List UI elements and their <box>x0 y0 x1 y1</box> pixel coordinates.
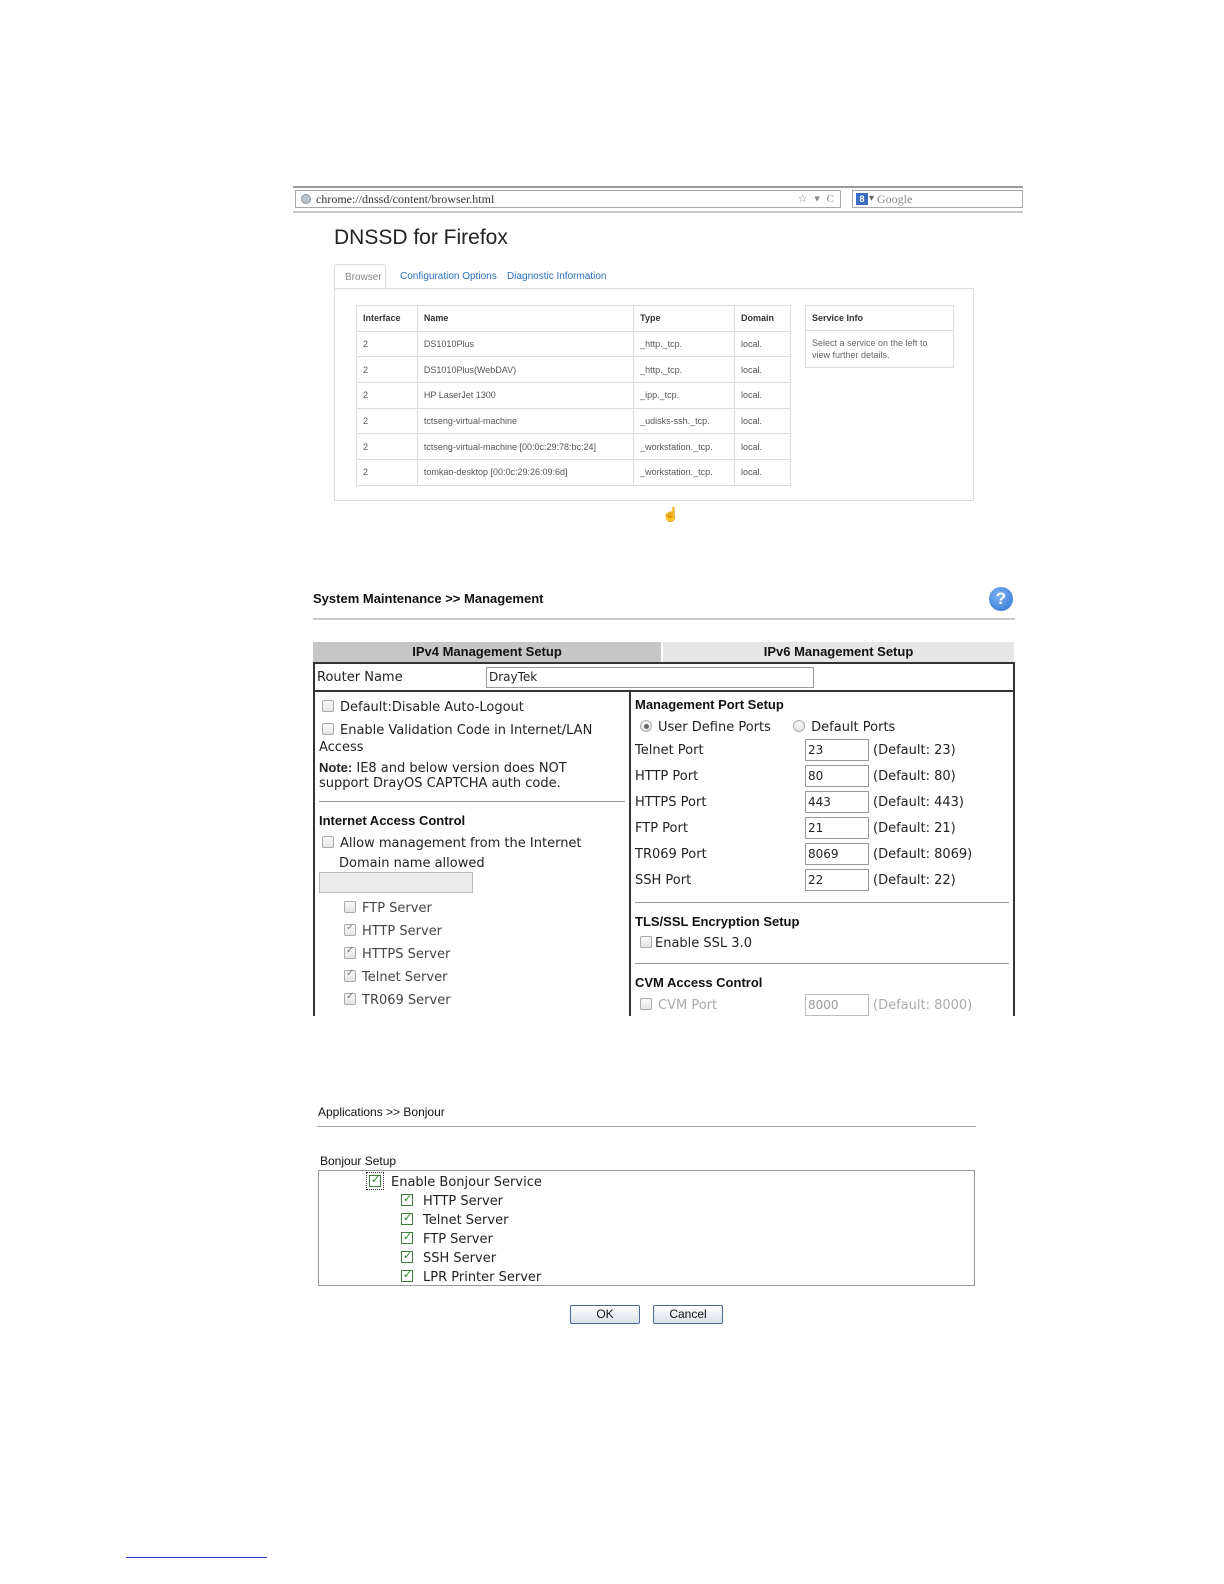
cvm-access-control-title: CVM Access Control <box>635 975 763 990</box>
service-label: HTTP Server <box>423 1194 504 1209</box>
tab-ipv4-management[interactable]: IPv4 Management Setup <box>313 642 661 662</box>
enable-bonjour-option[interactable] <box>369 1175 542 1190</box>
bonjour-screenshot <box>317 1100 977 1330</box>
cvm-port-checkbox[interactable] <box>640 998 652 1010</box>
divider <box>317 1126 976 1127</box>
server-label: HTTP Server <box>362 924 443 939</box>
enable-ssl-option[interactable] <box>640 936 752 951</box>
search-box[interactable] <box>852 190 1023 208</box>
table-row[interactable] <box>357 460 791 486</box>
port-label: HTTPS Port <box>635 795 707 810</box>
cell-interface: 2 <box>357 383 418 409</box>
default-ports-label: Default Ports <box>811 720 896 735</box>
http-server-checkbox[interactable] <box>401 1194 413 1206</box>
table-row[interactable] <box>357 331 791 357</box>
cell-type: _workstation._tcp. <box>634 460 735 486</box>
dropdown-arrow-icon[interactable]: ▾ <box>869 193 875 204</box>
service-option-telnet[interactable] <box>401 1213 508 1228</box>
cell-domain: local. <box>735 357 791 383</box>
ssh-port-input[interactable]: 22 <box>805 869 869 891</box>
cell-type: _ipp._tcp. <box>634 383 735 409</box>
allow-management-checkbox[interactable] <box>322 836 334 848</box>
ftp-server-checkbox[interactable] <box>401 1232 413 1244</box>
address-bar[interactable] <box>295 190 841 208</box>
auto-logout-option[interactable] <box>322 700 524 715</box>
cell-type: _workstation._tcp. <box>634 434 735 460</box>
port-default: (Default: 21) <box>873 821 956 836</box>
port-label: SSH Port <box>635 873 692 888</box>
internet-access-control-title: Internet Access Control <box>319 813 466 828</box>
cvm-port-default: (Default: 8000) <box>873 998 973 1013</box>
bonjour-setup-title: Bonjour Setup <box>320 1154 397 1168</box>
server-option-ftp[interactable] <box>344 901 432 916</box>
cell-interface: 2 <box>357 460 418 486</box>
breadcrumb: Applications >> Bonjour <box>318 1105 445 1119</box>
globe-icon <box>301 194 311 204</box>
dnssd-browser-screenshot <box>293 186 1023 522</box>
cell-name: DS1010Plus(WebDAV) <box>417 357 633 383</box>
service-label: Telnet Server <box>423 1213 509 1228</box>
port-label: HTTP Port <box>635 769 699 784</box>
search-placeholder: Google <box>877 192 913 206</box>
allow-management-option[interactable] <box>322 836 582 851</box>
cell-interface: 2 <box>357 434 418 460</box>
https-port-input[interactable]: 443 <box>805 791 869 813</box>
service-info-title: Service Info <box>806 306 953 331</box>
validation-code-checkbox[interactable] <box>322 723 334 735</box>
cell-name: DS1010Plus <box>417 331 633 357</box>
cell-type: _http._tcp. <box>634 331 735 357</box>
lpr-printer-server-checkbox[interactable] <box>401 1270 413 1282</box>
enable-bonjour-checkbox[interactable] <box>369 1175 381 1187</box>
cancel-button[interactable]: Cancel <box>653 1305 723 1324</box>
service-table <box>356 305 791 486</box>
service-option-ftp[interactable] <box>401 1232 493 1247</box>
cell-name: HP LaserJet 1300 <box>417 383 633 409</box>
cell-domain: local. <box>735 408 791 434</box>
tab-configuration-options[interactable]: Configuration Options <box>400 271 497 282</box>
cell-domain: local. <box>735 460 791 486</box>
auto-logout-label: Default:Disable Auto-Logout <box>340 700 524 715</box>
user-define-ports-radio[interactable] <box>640 720 652 732</box>
tls-ssl-setup-title: TLS/SSL Encryption Setup <box>635 914 800 929</box>
section-divider <box>319 801 625 802</box>
column-header: Name <box>417 306 633 332</box>
tab-browser[interactable]: Browser <box>334 264 386 289</box>
cvm-port-option[interactable] <box>640 998 717 1013</box>
cvm-port-label: CVM Port <box>658 998 718 1013</box>
default-ports-radio[interactable] <box>793 720 805 732</box>
service-info-box <box>805 305 954 368</box>
cell-domain: local. <box>735 434 791 460</box>
validation-code-label: Enable Validation Code in Internet/LAN <box>340 723 593 738</box>
divider <box>313 618 1015 620</box>
note-text: IE8 and below version does NOT <box>356 761 567 776</box>
service-option-lpr[interactable] <box>401 1270 541 1285</box>
port-label: TR069 Port <box>635 847 707 862</box>
service-label: LPR Printer Server <box>423 1270 542 1285</box>
captcha-note <box>319 760 567 776</box>
port-default: (Default: 8069) <box>873 847 973 862</box>
telnet-server-checkbox[interactable] <box>344 970 356 982</box>
server-option-telnet[interactable] <box>344 970 447 985</box>
cvm-port-input[interactable]: 8000 <box>805 994 869 1016</box>
ok-button[interactable]: OK <box>570 1305 640 1324</box>
server-label: FTP Server <box>362 901 432 916</box>
section-divider <box>635 963 1009 964</box>
column-header: Interface <box>357 306 418 332</box>
router-name-label: Router Name <box>317 670 403 685</box>
tab-ipv6-management[interactable]: IPv6 Management Setup <box>663 642 1014 662</box>
router-name-input[interactable]: DrayTek <box>486 667 814 688</box>
management-port-setup-title: Management Port Setup <box>635 697 784 712</box>
hand-cursor-icon: ☝ <box>662 506 680 522</box>
ssh-server-checkbox[interactable] <box>401 1251 413 1263</box>
tab-diagnostic-information[interactable]: Diagnostic Information <box>507 271 607 282</box>
cell-interface: 2 <box>357 331 418 357</box>
section-divider <box>635 902 1009 903</box>
tab-panel <box>334 288 974 522</box>
domain-allowed-label: Domain name allowed <box>339 856 485 871</box>
service-label: FTP Server <box>423 1232 493 1247</box>
allow-management-label: Allow management from the Internet <box>340 836 582 851</box>
cell-domain: local. <box>735 331 791 357</box>
http-server-checkbox[interactable] <box>344 924 356 936</box>
cell-name: tomkao-desktop [00:0c:29:26:09:6d] <box>417 460 633 486</box>
port-default: (Default: 443) <box>873 795 964 810</box>
cell-interface: 2 <box>357 408 418 434</box>
breadcrumb: System Maintenance >> Management <box>313 591 544 606</box>
column-header: Type <box>634 306 735 332</box>
telnet-port-input[interactable]: 23 <box>805 739 869 761</box>
browser-toolbar-edge <box>293 186 1023 188</box>
table-row[interactable] <box>357 383 791 409</box>
service-option-http[interactable] <box>401 1194 503 1209</box>
port-default: (Default: 23) <box>873 743 956 758</box>
bonjour-setup-box <box>318 1170 975 1286</box>
user-define-ports-label: User Define Ports <box>658 720 771 735</box>
management-screenshot <box>313 586 1018 1016</box>
footnote-rule <box>126 1557 267 1558</box>
toolbar-divider <box>293 211 1023 213</box>
column-header: Domain <box>735 306 791 332</box>
https-server-checkbox[interactable] <box>344 947 356 959</box>
server-option-https[interactable] <box>344 947 450 962</box>
cell-domain: local. <box>735 383 791 409</box>
port-default: (Default: 80) <box>873 769 956 784</box>
enable-bonjour-label: Enable Bonjour Service <box>391 1175 542 1190</box>
management-form <box>313 662 1015 1016</box>
service-option-ssh[interactable] <box>401 1251 496 1266</box>
cell-type: _udisks-ssh._tcp. <box>634 408 735 434</box>
table-row[interactable] <box>357 408 791 434</box>
cell-type: _http._tcp. <box>634 357 735 383</box>
validation-code-label-cont: Access <box>319 740 364 755</box>
table-header-row <box>357 306 791 332</box>
search-engine-icon[interactable]: 8 <box>856 193 868 205</box>
cell-name: tctseng-virtual-machine <box>417 408 633 434</box>
port-default: (Default: 22) <box>873 873 956 888</box>
server-label: Telnet Server <box>362 970 448 985</box>
tr069-server-checkbox[interactable] <box>344 993 356 1005</box>
note-label: Note: <box>319 760 353 775</box>
port-label: Telnet Port <box>635 743 704 758</box>
validation-code-option[interactable] <box>322 723 592 738</box>
server-option-http[interactable] <box>344 924 442 939</box>
server-label: TR069 Server <box>362 993 451 1008</box>
tr069-port-input[interactable]: 8069 <box>805 843 869 865</box>
cell-name: tctseng-virtual-machine [00:0c:29:78:bc:24] <box>417 434 633 460</box>
enable-ssl-label: Enable SSL 3.0 <box>655 936 752 951</box>
ftp-server-checkbox[interactable] <box>344 901 356 913</box>
address-url: chrome://dnssd/content/browser.html <box>316 192 495 206</box>
page-title: DNSSD for Firefox <box>334 226 508 249</box>
note-text-cont: support DrayOS CAPTCHA auth code. <box>319 776 561 791</box>
auto-logout-checkbox[interactable] <box>322 700 334 712</box>
port-mode-options <box>640 720 895 735</box>
column-divider <box>629 692 631 1016</box>
table-row[interactable] <box>357 357 791 383</box>
port-label: FTP Port <box>635 821 688 836</box>
help-icon[interactable]: ? <box>989 587 1013 611</box>
router-name-row <box>315 664 1013 692</box>
table-row[interactable] <box>357 434 791 460</box>
http-port-input[interactable]: 80 <box>805 765 869 787</box>
cell-interface: 2 <box>357 357 418 383</box>
server-option-tr069[interactable] <box>344 993 451 1008</box>
bookmark-star-icon[interactable]: ☆ ▾ C <box>797 193 836 205</box>
server-label: HTTPS Server <box>362 947 451 962</box>
ftp-port-input[interactable]: 21 <box>805 817 869 839</box>
service-info-text: Select a service on the left to view further details. <box>812 338 928 360</box>
service-label: SSH Server <box>423 1251 497 1266</box>
enable-ssl-checkbox[interactable] <box>640 936 652 948</box>
domain-allowed-input[interactable] <box>319 872 473 893</box>
telnet-server-checkbox[interactable] <box>401 1213 413 1225</box>
